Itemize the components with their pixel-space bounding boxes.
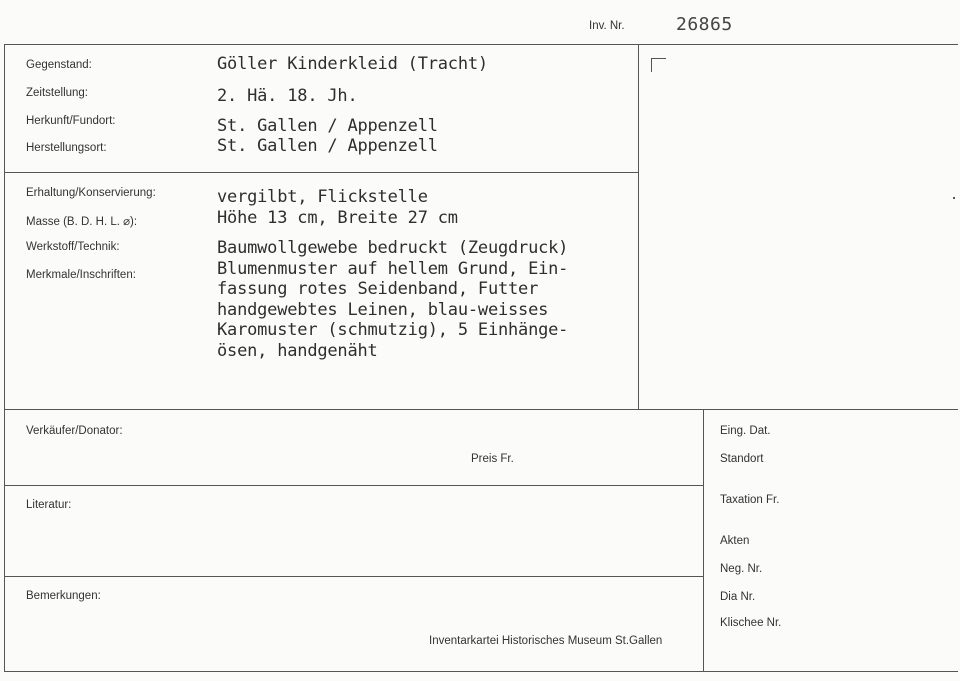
lower-right-divider bbox=[703, 409, 704, 671]
upper-lower-divider bbox=[4, 409, 958, 410]
label-herstellungsort: Herstellungsort: bbox=[26, 142, 107, 154]
footer-institution: Inventarkartei Historisches Museum St.Gallen bbox=[429, 635, 663, 647]
label-werkstoff: Werkstoff/Technik: bbox=[26, 241, 120, 253]
label-eing-dat: Eing. Dat. bbox=[720, 425, 771, 437]
label-akten: Akten bbox=[720, 535, 750, 547]
card-top-border bbox=[4, 44, 958, 45]
literatur-divider bbox=[4, 576, 703, 577]
description-line: Blumenmuster auf hellem Grund, Ein- bbox=[217, 258, 569, 279]
description-line: Baumwollgewebe bedruckt (Zeugdruck) bbox=[217, 238, 569, 258]
label-standort: Standort bbox=[720, 453, 764, 465]
description-block bbox=[217, 238, 568, 362]
value-gegenstand: Göller Kinderkleid (Tracht) bbox=[217, 54, 488, 74]
card-bottom-border bbox=[4, 671, 958, 672]
description-line: fassung rotes Seidenband, Futter bbox=[217, 279, 539, 300]
label-masse: Masse (B. D. H. L. ⌀): bbox=[26, 216, 138, 228]
value-herstellungsort: St. Gallen / Appenzell bbox=[217, 136, 438, 156]
label-merkmale: Merkmale/Inschriften: bbox=[26, 269, 136, 281]
card-left-border bbox=[4, 44, 5, 672]
description-line: handgewebtes Leinen, blau-weisses bbox=[217, 299, 549, 320]
label-gegenstand: Gegenstand: bbox=[26, 59, 92, 71]
label-zeitstellung: Zeitstellung: bbox=[26, 87, 89, 99]
label-bemerkungen: Bemerkungen: bbox=[26, 590, 101, 602]
label-klischee-nr: Klischee Nr. bbox=[720, 617, 782, 629]
edge-dot bbox=[953, 197, 955, 199]
value-herkunft: St. Gallen / Appenzell bbox=[217, 116, 438, 136]
label-neg-nr: Neg. Nr. bbox=[720, 563, 763, 575]
inv-number: 26865 bbox=[676, 14, 733, 35]
label-preis: Preis Fr. bbox=[471, 453, 514, 465]
description-line: ösen, handgenäht bbox=[217, 340, 378, 361]
label-taxation: Taxation Fr. bbox=[720, 494, 780, 506]
value-erhaltung: vergilbt, Flickstelle bbox=[217, 187, 428, 207]
section1-divider bbox=[4, 172, 638, 173]
corner-mark bbox=[651, 58, 666, 72]
label-herkunft: Herkunft/Fundort: bbox=[26, 115, 116, 127]
value-masse: Höhe 13 cm, Breite 27 cm bbox=[217, 208, 458, 228]
label-verkaeufer: Verkäufer/Donator: bbox=[26, 425, 123, 437]
right-panel-divider bbox=[638, 44, 639, 410]
label-dia-nr: Dia Nr. bbox=[720, 591, 756, 603]
inv-nr-label: Inv. Nr. bbox=[589, 20, 625, 32]
description-line: Karomuster (schmutzig), 5 Einhänge- bbox=[217, 320, 569, 341]
label-erhaltung: Erhaltung/Konservierung: bbox=[26, 187, 156, 199]
verkaeufer-divider bbox=[4, 485, 703, 486]
value-zeitstellung: 2. Hä. 18. Jh. bbox=[217, 86, 358, 106]
label-literatur: Literatur: bbox=[26, 499, 72, 511]
